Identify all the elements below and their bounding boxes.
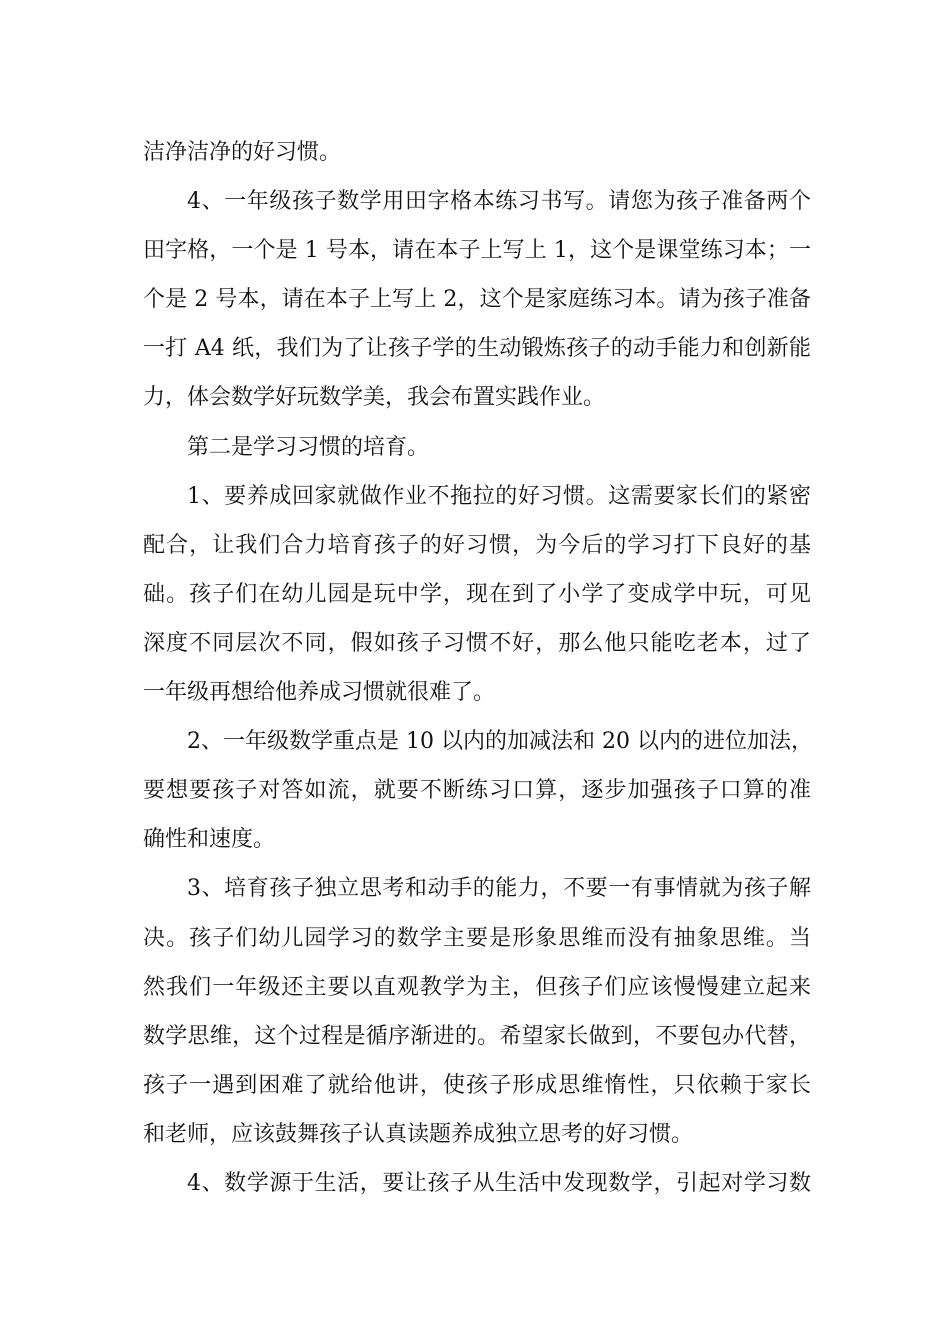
text-line: 配合，让我们合力培育孩子的好习惯，为今后的学习打下良好的基	[143, 532, 811, 558]
text-line: 洁净洁净的好习惯。	[143, 140, 342, 165]
text-line: 田字格，一个是 1 号本，请在本子上写上 1，这个是课堂练习本；一	[143, 238, 811, 264]
text-line: 决。孩子们幼儿园学习的数学主要是形象思维而没有抽象思维。当	[143, 925, 811, 951]
text-line: 力，体会数学好玩数学美，我会布置实践作业。	[143, 385, 606, 411]
text-line: 一年级再想给他养成习惯就很难了。	[143, 680, 496, 706]
text-line: 1、要养成回家就做作业不拖拉的好习惯。这需要家长们的紧密	[187, 483, 811, 509]
text-line: 确性和速度。	[143, 827, 276, 853]
text-line: 础。孩子们在幼儿园是玩中学，现在到了小学了变成学中玩，可见	[143, 581, 811, 607]
text-line: 4、一年级孩子数学用田字格本练习书写。请您为孩子准备两个	[187, 189, 811, 215]
text-line: 一打 A4 纸，我们为了让孩子学的生动锻炼孩子的动手能力和创新能	[143, 336, 811, 362]
section-heading: 第二是学习习惯的培育。	[187, 434, 430, 460]
text-line: 要想要孩子对答如流，就要不断练习口算，逐步加强孩子口算的准	[143, 778, 811, 804]
text-line: 数学思维，这个过程是循序渐进的。希望家长做到，不要包办代替，	[143, 1023, 811, 1049]
text-line: 3、培育孩子独立思考和动手的能力，不要一有事情就为孩子解	[187, 876, 811, 902]
text-line: 和老师，应该鼓舞孩子认真读题养成独立思考的好习惯。	[143, 1121, 694, 1147]
text-line: 孩子一遇到困难了就给他讲，使孩子形成思维惰性，只依赖于家长	[143, 1072, 811, 1098]
text-line: 4、数学源于生活，要让孩子从生活中发现数学，引起对学习数	[187, 1170, 811, 1196]
text-line: 然我们一年级还主要以直观教学为主，但孩子们应该慢慢建立起来	[143, 974, 811, 1000]
body-text	[143, 128, 811, 1208]
text-line: 2、一年级数学重点是 10 以内的加减法和 20 以内的进位加法，	[187, 729, 813, 755]
text-line: 个是 2 号本，请在本子上写上 2，这个是家庭练习本。请为孩子准备	[143, 287, 811, 313]
text-line: 深度不同层次不同，假如孩子习惯不好，那么他只能吃老本，过了	[143, 630, 811, 656]
